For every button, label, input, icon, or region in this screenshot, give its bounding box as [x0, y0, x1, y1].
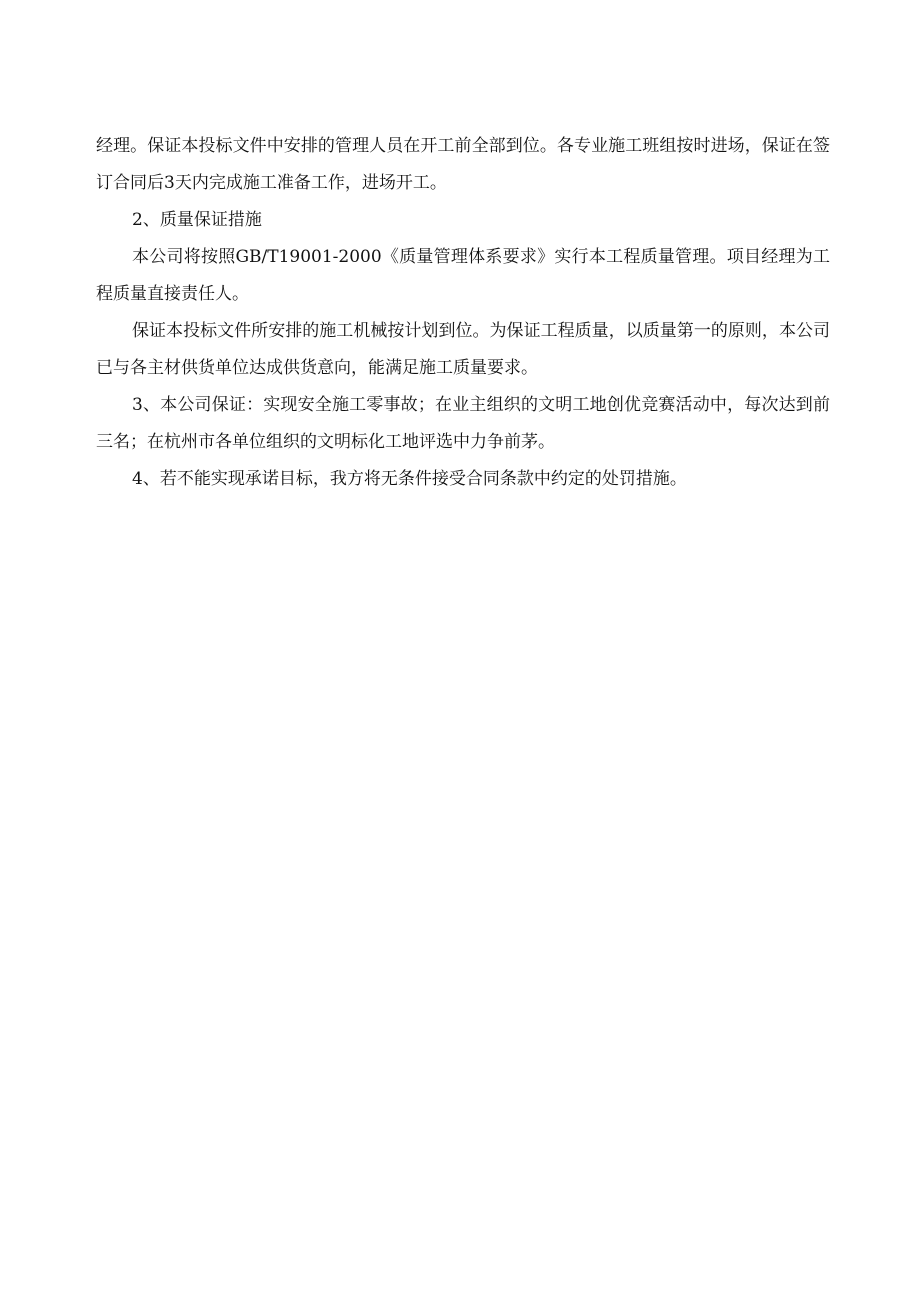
paragraph-machinery: 保证本投标文件所安排的施工机械按计划到位。为保证工程质量，以质量第一的原则，本公司已与各主材供货单位达成供货意向，能满足施工质量要求。: [96, 321, 830, 378]
document-body: [96, 128, 830, 498]
paragraph-quality-standard: 本公司将按照GB/T19001-2000《质量管理体系要求》实行本工程质量管理。项目经理为工程质量直接责任人。: [96, 247, 830, 304]
paragraph-continuation: 经理。保证本投标文件中安排的管理人员在开工前全部到位。各专业施工班组按时进场，保证在签订合同后3天内完成施工准备工作，进场开工。: [96, 136, 830, 193]
section-heading-quality: 2、质量保证措施: [132, 210, 262, 230]
paragraph-safety-guarantee: 3、本公司保证：实现安全施工零事故；在业主组织的文明工地创优竞赛活动中，每次达到前三名；在杭州市各单位组织的文明标化工地评选中力争前茅。: [96, 395, 830, 452]
paragraph-penalty: 4、若不能实现承诺目标，我方将无条件接受合同条款中约定的处罚措施。: [132, 469, 687, 489]
